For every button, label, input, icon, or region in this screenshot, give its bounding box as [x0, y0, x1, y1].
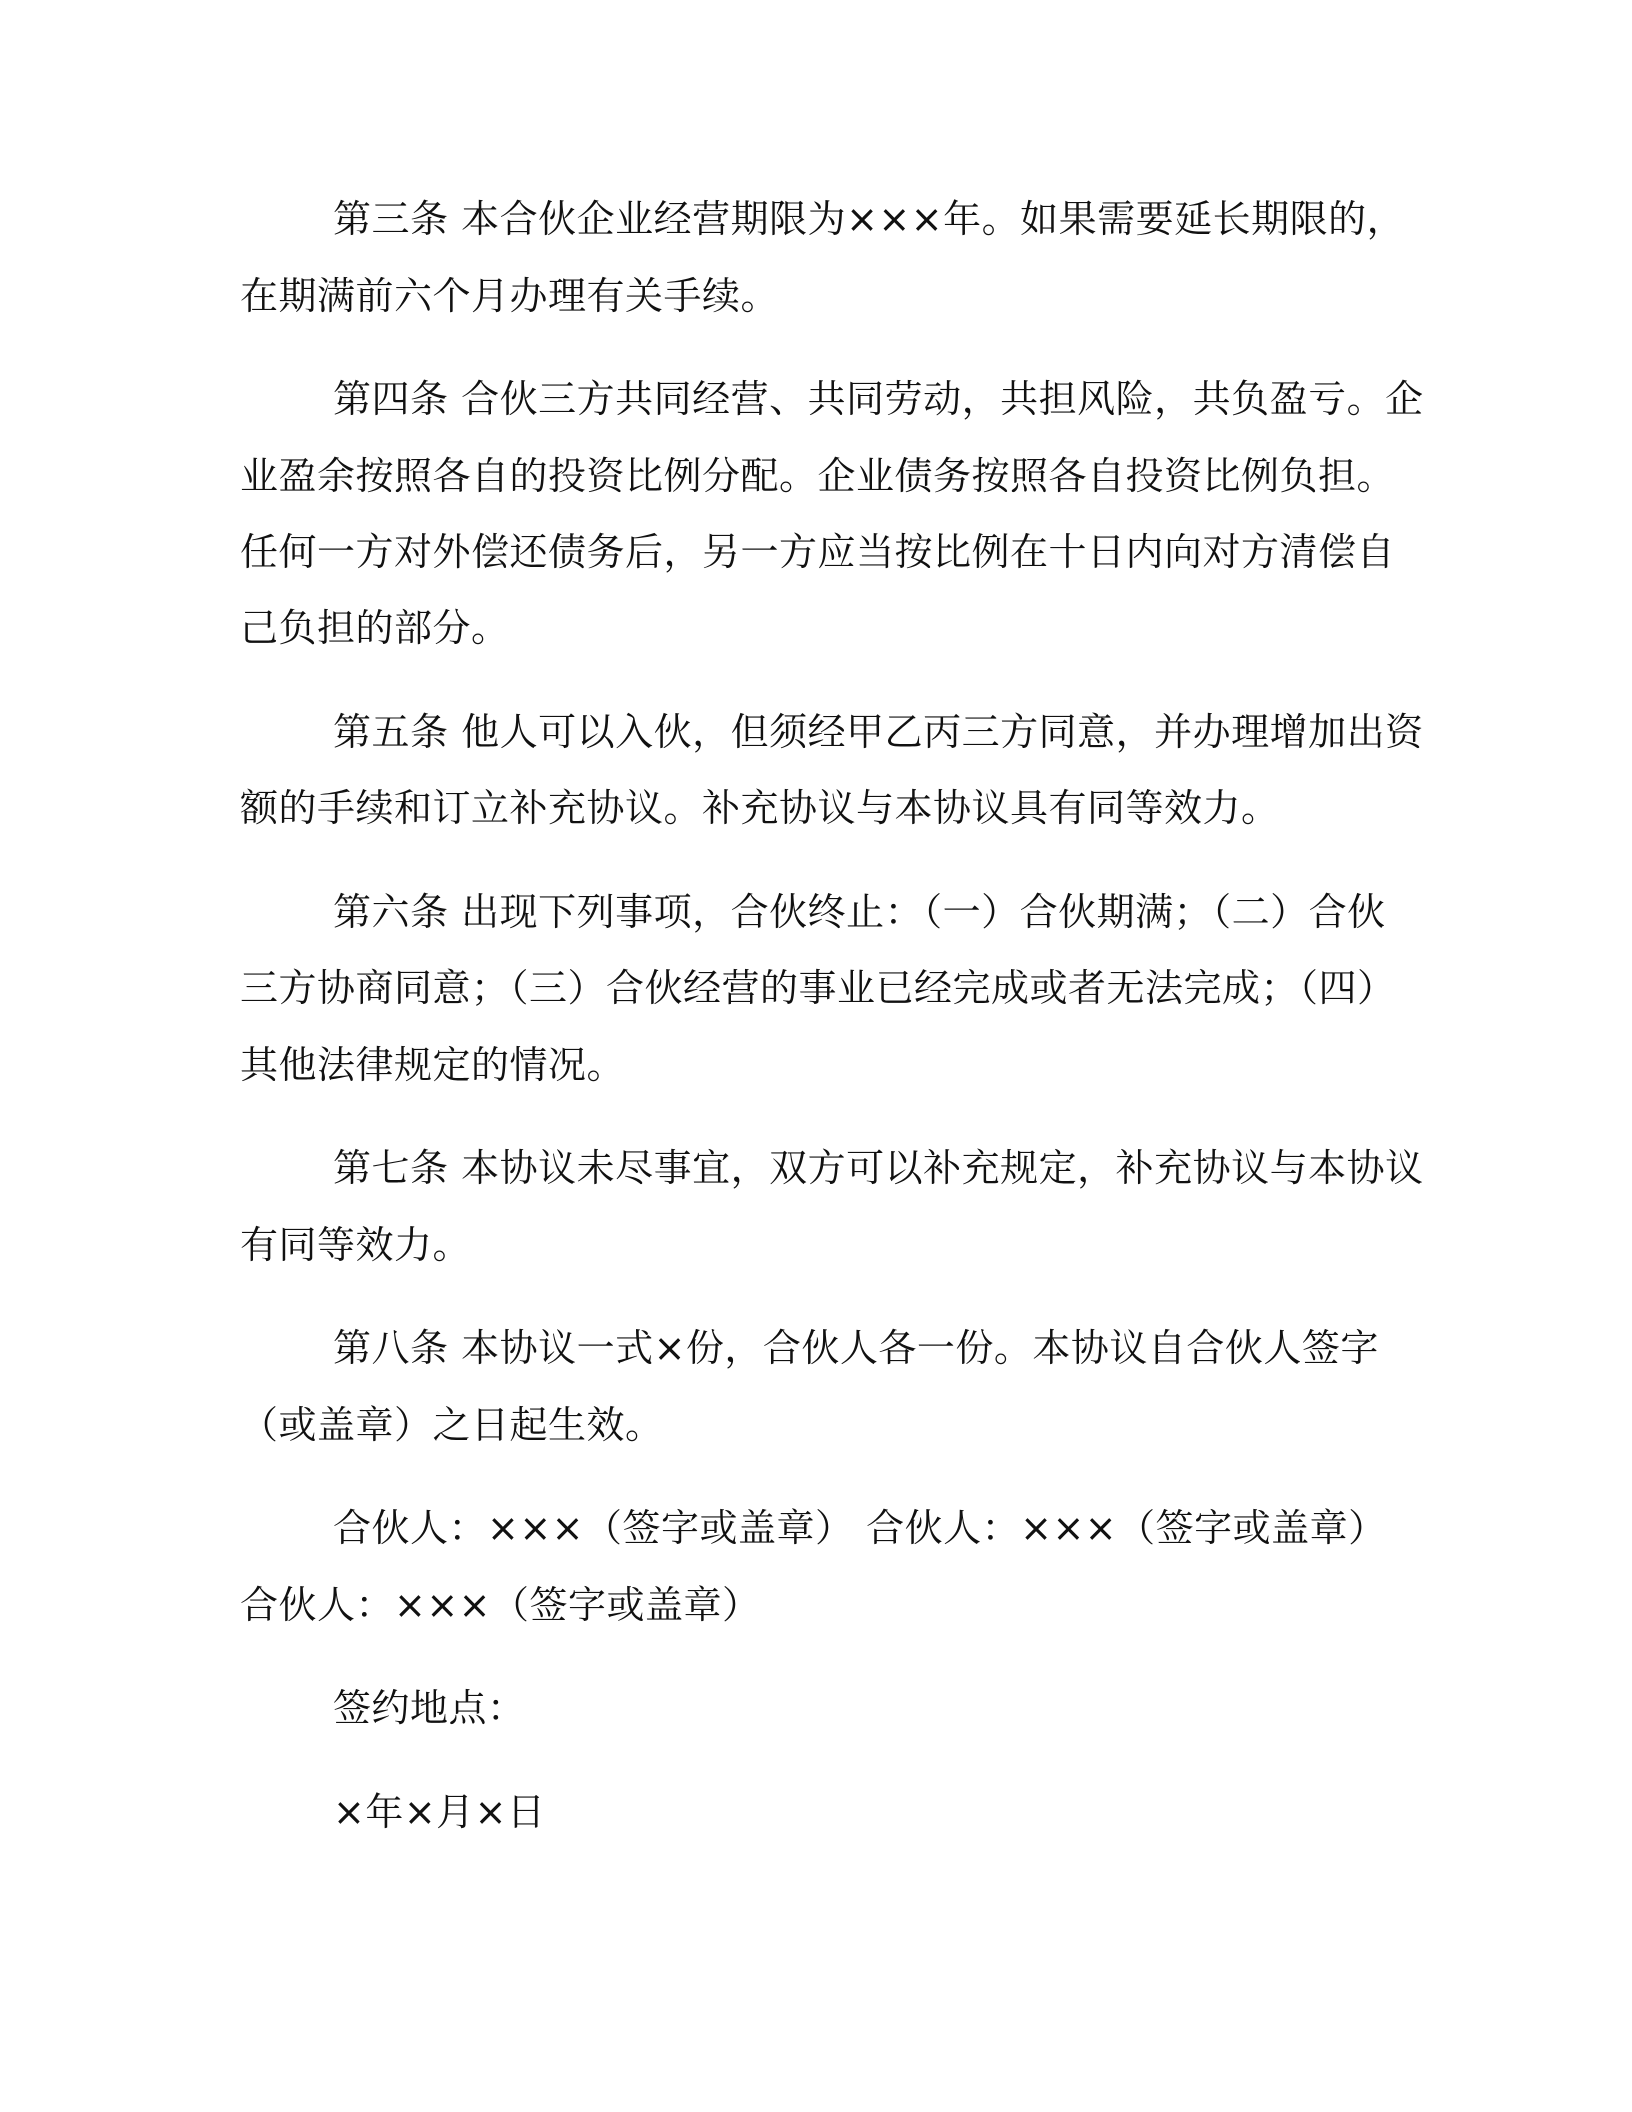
article-5-line-1: 第五条 他人可以入伙，但须经甲乙丙三方同意，并办理增加出资 — [333, 710, 1424, 754]
article-6-line-2: 三方协商同意；（三）合伙经营的事业已经完成或者无法完成；（四） — [240, 966, 1396, 1010]
signature-line-2: 合伙人：×××（签字或盖章） — [240, 1583, 761, 1627]
article-6-line-3: 其他法律规定的情况。 — [240, 1043, 626, 1087]
article-6-line-1: 第六条 出现下列事项，合伙终止：（一）合伙期满；（二）合伙 — [333, 890, 1386, 934]
article-3-line-1: 第三条 本合伙企业经营期限为×××年。如果需要延长期限的， — [333, 197, 1406, 241]
article-4-line-3: 任何一方对外偿还债务后，另一方应当按比例在十日内向对方清偿自 — [240, 530, 1396, 574]
article-4-line-2: 业盈余按照各自的投资比例分配。企业债务按照各自投资比例负担。 — [240, 454, 1396, 498]
article-7-line-2: 有同等效力。 — [240, 1223, 472, 1267]
signing-place: 签约地点： — [333, 1686, 526, 1730]
article-4-line-1: 第四条 合伙三方共同经营、共同劳动，共担风险，共负盈亏。企 — [333, 377, 1424, 421]
signature-line-1: 合伙人：×××（签字或盖章） 合伙人：×××（签字或盖章） — [333, 1506, 1387, 1550]
signing-date: ×年×月×日 — [333, 1790, 546, 1834]
article-7-line-1: 第七条 本协议未尽事宜，双方可以补充规定，补充协议与本协议 — [333, 1146, 1424, 1190]
article-8-line-2: （或盖章）之日起生效。 — [240, 1403, 664, 1447]
article-8-line-1: 第八条 本协议一式×份，合伙人各一份。本协议自合伙人签字 — [333, 1326, 1379, 1370]
article-5-line-2: 额的手续和订立补充协议。补充协议与本协议具有同等效力。 — [240, 786, 1280, 830]
article-3-line-2: 在期满前六个月办理有关手续。 — [240, 274, 780, 318]
article-4-line-4: 己负担的部分。 — [240, 606, 510, 650]
